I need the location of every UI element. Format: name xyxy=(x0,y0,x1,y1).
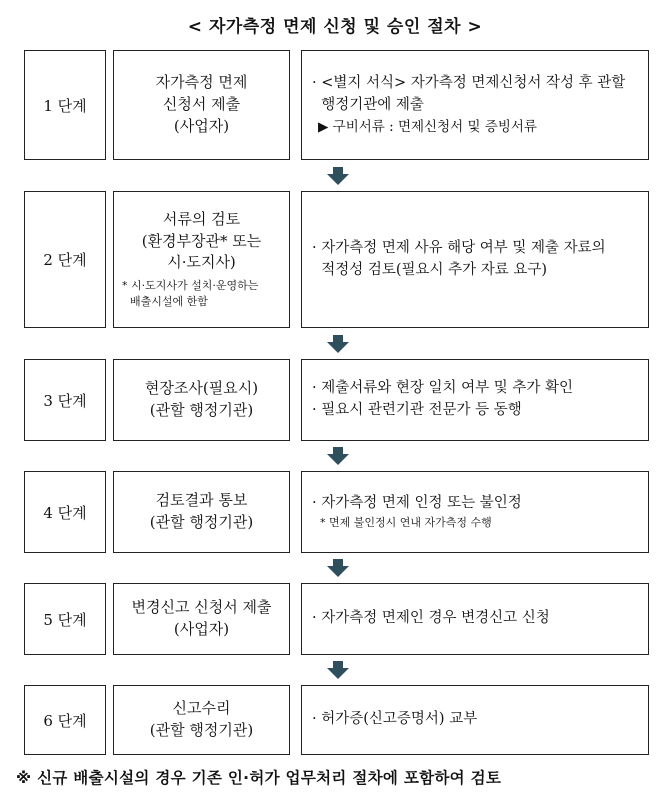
step-4-desc-note: * 면제 불인정시 연내 자가측정 수행 xyxy=(320,515,492,529)
step-5-label xyxy=(24,583,106,655)
down-arrow-shape xyxy=(327,559,349,577)
step-3-label xyxy=(24,359,106,441)
step-1-actor-line-1: 자가측정 면제 xyxy=(155,73,248,92)
step-3-text: 3 단계 xyxy=(43,391,87,410)
step-6-actor-line-1: 신고수리 xyxy=(172,699,231,718)
step-5-actor-line-2: (사업자) xyxy=(173,620,230,638)
step-3-actor-line-1: 현장조사(필요시) xyxy=(144,379,259,398)
step-6-actor-line-2: (관할 행정기관) xyxy=(149,721,254,739)
step-4-actor xyxy=(113,471,290,553)
step-5-actor xyxy=(113,583,290,655)
step-1-desc-line-1: · <별지 서식> 자가측정 면제신청서 작성 후 관할 xyxy=(312,75,626,92)
down-arrow-shape xyxy=(327,447,349,465)
down-arrow-icon xyxy=(327,447,349,465)
step-1-desc-line-2: 행정기관에 제출 xyxy=(312,96,424,113)
step-3-actor xyxy=(113,359,290,441)
footnote: ※ 신규 배출시설의 경우 기존 인·허가 업무처리 절차에 포함하여 검토 xyxy=(16,769,502,787)
step-2-label xyxy=(24,191,106,328)
step-3-description xyxy=(301,359,649,441)
step-2-actor-note-line-1: * 시·도지사가 설치·운영하는 xyxy=(122,279,259,293)
down-arrow-icon xyxy=(327,661,349,679)
step-2-actor xyxy=(113,191,290,328)
step-4-actor-line-1: 검토결과 통보 xyxy=(155,491,248,510)
step-1-label xyxy=(24,50,106,160)
step-2-actor-line-1: 서류의 검토 xyxy=(162,209,241,228)
down-arrow-icon xyxy=(327,167,349,185)
step-5-desc-line-1: · 자가측정 면제인 경우 변경신고 신청 xyxy=(312,610,550,627)
step-4-text: 4 단계 xyxy=(43,503,87,522)
step-4-description xyxy=(301,471,649,553)
step-4-desc-line-1: · 자가측정 면제 인정 또는 불인정 xyxy=(312,494,522,511)
step-1-actor xyxy=(113,50,290,160)
step-6-label xyxy=(24,685,106,755)
step-5-description xyxy=(301,583,649,655)
down-arrow-shape xyxy=(327,661,349,679)
step-2-desc-line-2: 적정성 검토(필요시 추가 자료 요구) xyxy=(312,261,548,278)
down-arrow-shape xyxy=(327,335,349,353)
step-2-description xyxy=(301,191,649,328)
step-3-actor-line-2: (관할 행정기관) xyxy=(149,401,254,419)
step-2-actor-note xyxy=(114,278,258,310)
step-4-label xyxy=(24,471,106,553)
step-6-text: 6 단계 xyxy=(43,711,87,730)
step-5-text: 5 단계 xyxy=(43,610,87,629)
step-4-actor-line-2: (관할 행정기관) xyxy=(149,513,254,531)
step-1-description xyxy=(301,50,649,160)
step-6-description xyxy=(301,685,649,755)
step-3-desc-line-1: · 제출서류와 현장 일치 여부 및 추가 확인 xyxy=(312,380,573,397)
diagram-title: < 자가측정 면제 신청 및 승인 절차 > xyxy=(187,17,483,37)
step-6-desc-line-1: · 허가증(신고증명서) 교부 xyxy=(312,711,478,728)
step-2-actor-note-line-2: 배출시설에 한함 xyxy=(130,295,208,309)
step-3-desc-line-2: · 필요시 관련기관 전문가 등 동행 xyxy=(312,402,522,418)
down-arrow-icon xyxy=(327,335,349,353)
step-2-actor-line-2: (환경부장관* 또는 xyxy=(141,231,262,250)
step-1-actor-line-3: (사업자) xyxy=(173,116,230,135)
step-1-desc-sub: ▶ 구비서류 : 면제신청서 및 증빙서류 xyxy=(318,118,537,135)
step-2-desc-line-1: · 자가측정 면제 사유 해당 여부 및 제출 자료의 xyxy=(312,239,606,256)
down-arrow-shape xyxy=(327,167,349,185)
step-1-text: 1 단계 xyxy=(43,96,87,115)
step-5-actor-line-1: 변경신고 신청서 제출 xyxy=(131,598,272,617)
step-2-actor-line-3: 시·도지사) xyxy=(167,253,236,272)
step-1-actor-line-2: 신청서 제출 xyxy=(162,95,241,114)
step-2-text: 2 단계 xyxy=(43,251,87,269)
step-6-actor xyxy=(113,685,290,755)
down-arrow-icon xyxy=(327,559,349,577)
